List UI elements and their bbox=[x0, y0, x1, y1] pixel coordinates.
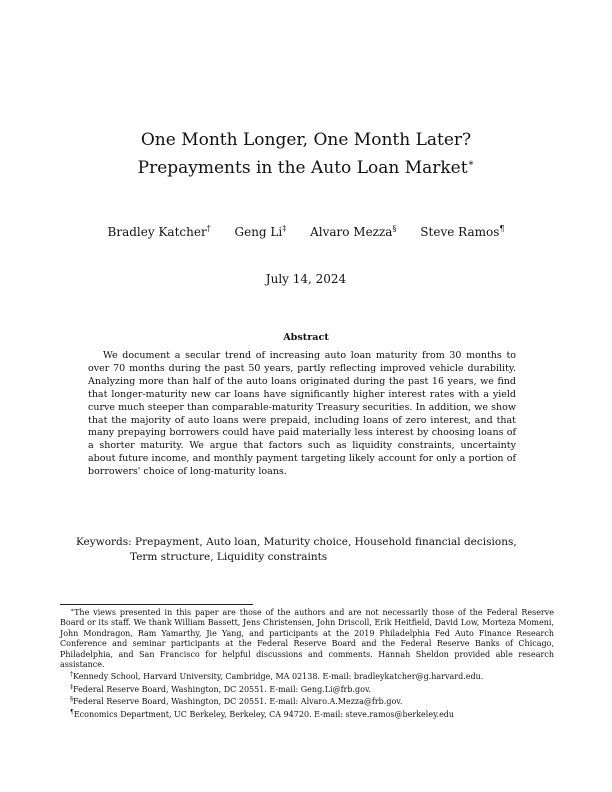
footnote-text: Federal Reserve Board, Washington, DC 20551. E-mail: Geng.Li@frb.gov. bbox=[73, 684, 372, 694]
keywords-line-1: Prepayment, Auto loan, Maturity choice, Household financial decisions, bbox=[135, 536, 517, 548]
keywords bbox=[76, 535, 526, 564]
title-line-2 bbox=[0, 152, 612, 180]
abstract-heading: Abstract bbox=[283, 332, 329, 343]
author-mark: ¶ bbox=[499, 224, 505, 233]
footnote-mark: ∗ bbox=[70, 607, 75, 614]
title-footnote-mark: ∗ bbox=[467, 158, 475, 169]
footnote-rule bbox=[60, 604, 253, 605]
keywords-label: Keywords: bbox=[76, 536, 132, 548]
footnotes bbox=[60, 606, 554, 720]
author-list bbox=[0, 221, 612, 240]
author-mark: † bbox=[206, 224, 211, 233]
author-mark: § bbox=[392, 224, 397, 233]
footnote-affiliation bbox=[60, 708, 554, 720]
paper-date: July 14, 2024 bbox=[265, 272, 347, 286]
footnote-acknowledgments bbox=[60, 606, 554, 670]
footnote-affiliation bbox=[60, 670, 554, 682]
footnote-mark: ‡ bbox=[70, 683, 73, 691]
abstract-text: We document a secular trend of increasing auto loan maturity from 30 months to over 70 months during the past 50 years, partly reflecting improved vehicle durability. Analyzing more than half of the auto loans originated during the past 16 years, we find that longer-maturity new car loans have significantly higher interest rates with a yield curve much steeper than comparable-maturity Treasury securities. In addition, we show that the majority of auto loans were prepaid, including loans of zero interest, and that many prepaying borrowers could have paid materially less interest by choosing loans of a shorter maturity. We argue that factors such as liquidity constraints, uncertainty about future income, and monthly payment targeting likely account for only a portion of borrowers' choice of long-maturity loans. bbox=[88, 350, 516, 478]
footnote-text: Economics Department, UC Berkeley, Berkeley, CA 94720. E-mail: steve.ramos@berkeley.edu bbox=[73, 709, 455, 719]
footnote-mark: § bbox=[70, 696, 73, 704]
footnote-mark: † bbox=[70, 671, 73, 679]
author bbox=[420, 221, 504, 240]
footnote-mark: ¶ bbox=[70, 708, 74, 716]
author-name: Bradley Katcher bbox=[107, 225, 207, 239]
author bbox=[310, 221, 396, 240]
author-mark: ‡ bbox=[282, 224, 287, 233]
footnote-text: Federal Reserve Board, Washington, DC 20551. E-mail: Alvaro.A.Mezza@frb.gov. bbox=[73, 697, 403, 707]
title-line-2-text: Prepayments in the Auto Loan Market bbox=[137, 158, 468, 178]
footnote-text: Kennedy School, Harvard University, Cambridge, MA 02138. E-mail: bradleykatcher@g.harvard.edu. bbox=[73, 672, 484, 682]
footnote-affiliation bbox=[60, 683, 554, 695]
author bbox=[108, 221, 211, 240]
footnote-text: The views presented in this paper are those of the authors and are not necessarily those of the Federal Reserve Board or its staff. We thank William Bassett, Jens Christensen, John Driscoll, Erik Heitfield, David Low, Morteza Momeni, John Mondragon, Ram Yamarthy, Jie Yang, and participants at the 2019 Philadelphia Fed Auto Finance Research Conference and seminar participants at the Federal Reserve Board and the Federal Reserve Banks of Chicago, Philadelphia, and San Francisco for helpful discussions and comments. Hannah Sheldon provided able research assistance. bbox=[60, 608, 554, 670]
author-name: Steve Ramos bbox=[420, 225, 500, 239]
author-name: Alvaro Mezza bbox=[310, 225, 393, 239]
footnote-affiliation bbox=[60, 695, 554, 707]
title-line-1: One Month Longer, One Month Later? bbox=[140, 130, 472, 150]
author bbox=[235, 221, 287, 240]
keywords-line-2: Term structure, Liquidity constraints bbox=[130, 550, 328, 563]
paper-title bbox=[0, 128, 612, 180]
author-name: Geng Li bbox=[234, 225, 283, 239]
